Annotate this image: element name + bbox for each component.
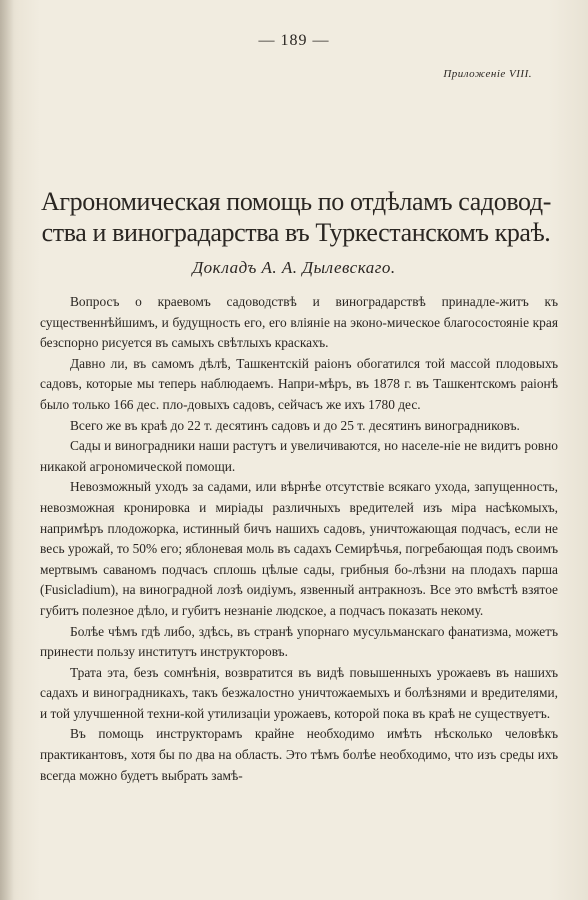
title-line-2: ства и виноградарства въ Туркестанскомъ краѣ. bbox=[41, 218, 551, 247]
paragraph-8: Въ помощь инструкторамъ крайне необходимо имѣть нѣсколько человѣкъ практикантовъ, хотя бы по два на область. Это тѣмъ болѣе необходимо, что изъ среды ихъ всегда можно будетъ выбрать замѣ- bbox=[40, 726, 558, 783]
paragraph-3: Всего же въ краѣ до 22 т. десятинъ садовъ и до 25 т. десятинъ виноградниковъ. bbox=[70, 417, 520, 433]
paragraph-4: Сады и виноградники наши растутъ и увеличиваются, но населе-ніе не видитъ ровно никакой агрономической помощи. bbox=[40, 438, 558, 474]
author-byline: Докладъ А. А. Дылевскаго. bbox=[192, 258, 396, 277]
paragraph-5: Невозможный уходъ за садами, или вѣрнѣе отсутствіе всякаго ухода, запущенность, невозможная кронировка и миріады различныхъ вредителей изъ міра насѣкомыхъ, напримѣръ плодожорка, истинный бичъ нашихъ садовъ, уничтожающая подчасъ, если не весь урожай, то 50% его; яблоневая моль въ садахъ Семирѣчья, погребающая подъ своимъ мертвымъ саваномъ подчасъ сплошь цѣлые сады, грибныя бо-лѣзни на плодахъ паршa (Fusicladium), на виноградной лозѣ оидіумъ, язвенный антракнозъ. Все это вмѣстѣ взятое губитъ полезное дѣло, и губитъ незнаніе людское, а подчасъ показать некому. bbox=[40, 479, 558, 618]
article-title bbox=[34, 186, 558, 248]
paragraph-6: Болѣе чѣмъ гдѣ либо, здѣсь, въ странѣ упорнаго мусульманскаго фанатизма, можетъ принести пользу институтъ инструкторовъ. bbox=[40, 623, 558, 660]
title-line-1: Агрономическая помощь по отдѣламъ садовод- bbox=[41, 187, 551, 216]
article-body bbox=[40, 292, 558, 786]
spine-shadow bbox=[0, 0, 14, 900]
paragraph-7: Трата эта, безъ сомнѣнія, возвратится въ видѣ повышенныхъ урожаевъ въ нашихъ садахъ и виноградникахъ, такъ безжалостно уничтожаемыхъ и болѣзнями и вредителями, и той улучшенной техни-кой утилизаціи урожаевъ, которой пока въ краѣ не существуетъ. bbox=[40, 664, 558, 721]
paragraph-2: Давно ли, въ самомъ дѣлѣ, Ташкентскій раіонъ обогатился той массой плодовыхъ садовъ, которые мы теперь наблюдаемъ. Напри-мѣръ, въ 1878 г. въ Ташкентскомъ раіонѣ было только 166 дес. пло-довыхъ садовъ, сейчасъ же ихъ 1780 дес. bbox=[40, 355, 558, 412]
paragraph-1: Вопросъ о краевомъ садоводствѣ и виноградарствѣ принадле-житъ къ существеннѣйшимъ, и будущность его, его вліяніе на эконо-мическое благосостояніе края безспорно рисуется въ самыхъ свѣтлыхъ краскахъ. bbox=[40, 294, 558, 351]
page-number: — 189 — bbox=[258, 32, 330, 49]
appendix-label: Приложеніе VIII. bbox=[443, 68, 532, 80]
